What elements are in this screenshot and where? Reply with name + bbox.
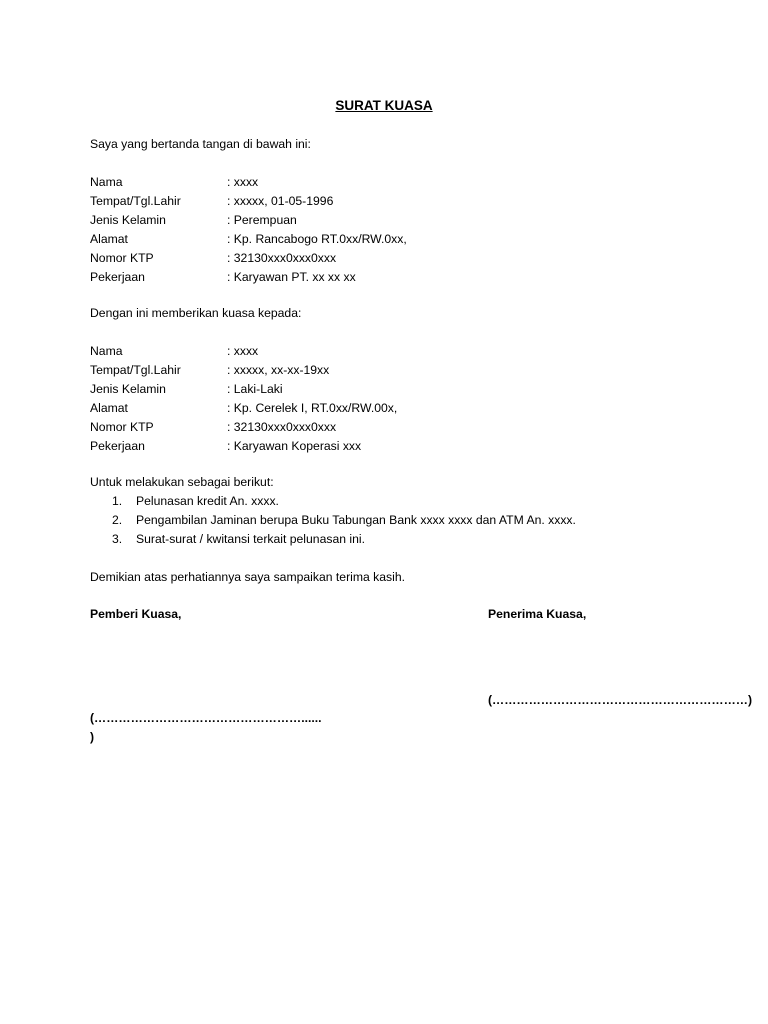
field-label: Nomor KTP [90,251,154,265]
field-value: : xxxxx, xx-xx-19xx [227,363,330,377]
list-number: 1. [112,494,123,508]
field-label: Nama [90,344,123,358]
field-label: Nama [90,175,123,189]
field-value: : Perempuan [227,213,297,227]
field-label: Alamat [90,401,128,415]
grantee-signature-line: (………………………………………………………) [488,693,753,707]
field-label: Jenis Kelamin [90,213,166,227]
field-label: Jenis Kelamin [90,382,166,396]
field-label: Alamat [90,232,128,246]
list-text: Pelunasan kredit An. xxxx. [136,494,279,508]
field-label: Pekerjaan [90,270,145,284]
field-label: Tempat/Tgl.Lahir [90,194,181,208]
field-label: Nomor KTP [90,420,154,434]
grantor-signature-label: Pemberi Kuasa, [90,607,182,621]
field-value: : xxxx [227,175,259,189]
field-label: Tempat/Tgl.Lahir [90,363,181,377]
field-value: : xxxxx, 01-05-1996 [227,194,334,208]
field-value: : Laki-Laki [227,382,283,396]
list-number: 3. [112,532,123,546]
field-value: : Karyawan Koperasi xxx [227,439,362,453]
field-label: Pekerjaan [90,439,145,453]
list-text: Surat-surat / kwitansi terkait pelunasan ini. [136,532,365,546]
list-number: 2. [112,513,123,527]
closing-text: Demikian atas perhatiannya saya sampaikan terima kasih. [90,570,406,584]
grantor-signature-line: (……………………………………………...... [90,711,322,725]
mandate-intro-text: Dengan ini memberikan kuasa kepada: [90,306,302,320]
grantor-signature-line-end: ) [90,730,95,744]
field-value: : 32130xxx0xxx0xxx [227,420,337,434]
document-title: SURAT KUASA [335,98,433,113]
purpose-intro-text: Untuk melakukan sebagai berikut: [90,475,274,489]
grantee-signature-label: Penerima Kuasa, [488,607,587,621]
field-value: : Kp. Cerelek I, RT.0xx/RW.00x, [227,401,398,415]
field-value: : Kp. Rancabogo RT.0xx/RW.0xx, [227,232,407,246]
field-value: : 32130xxx0xxx0xxx [227,251,337,265]
field-value: : Karyawan PT. xx xx xx [227,270,356,284]
list-text: Pengambilan Jaminan berupa Buku Tabungan Bank xxxx xxxx dan ATM An. xxxx. [136,513,576,527]
intro-text: Saya yang bertanda tangan di bawah ini: [90,137,311,151]
field-value: : xxxx [227,344,259,358]
